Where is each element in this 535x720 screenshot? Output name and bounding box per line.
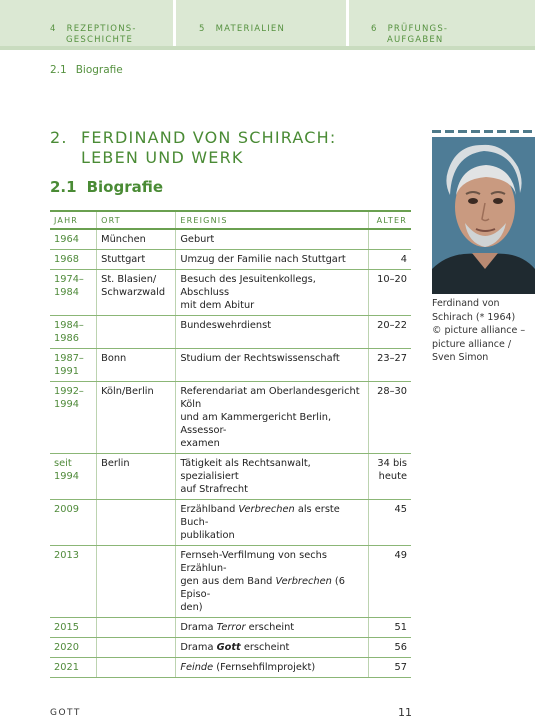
- header-age: ALTER: [368, 211, 411, 229]
- table-row: [50, 229, 411, 250]
- cell-year: 2020: [50, 638, 97, 658]
- cell-age: 20–22: [368, 316, 411, 349]
- table-row: [50, 250, 411, 270]
- breadcrumb[interactable]: [50, 64, 123, 76]
- table-row: [50, 546, 411, 618]
- cell-year: 1964: [50, 229, 97, 250]
- cell-event: Bundeswehrdienst: [176, 316, 369, 349]
- cell-age: 57: [368, 658, 411, 678]
- tab-label: 4 REZEPTIONS- GESCHICHTE: [50, 24, 137, 45]
- cell-age: 56: [368, 638, 411, 658]
- cell-place: München: [97, 229, 176, 250]
- cell-age: 51: [368, 618, 411, 638]
- tab-materialien[interactable]: [176, 0, 346, 46]
- table-row: [50, 454, 411, 500]
- cell-year: 1968: [50, 250, 97, 270]
- breadcrumb-label: Biografie: [75, 64, 123, 76]
- cell-place: Köln/Berlin: [97, 382, 176, 454]
- cell-event: Drama Terror erscheint: [176, 618, 369, 638]
- cell-event: Tätigkeit als Rechtsanwalt, spezialisiert auf Strafrecht: [176, 454, 369, 500]
- cell-year: 2013: [50, 546, 97, 618]
- cell-age: [368, 229, 411, 250]
- cell-year: 2021: [50, 658, 97, 678]
- cell-year: 1974– 1984: [50, 270, 97, 316]
- cell-place: Bonn: [97, 349, 176, 382]
- cell-age: 34 bis heute: [368, 454, 411, 500]
- table-body: [50, 229, 411, 678]
- tab-label: 6 PRÜFUNGS- AUFGABEN: [371, 24, 449, 45]
- cell-place: [97, 316, 176, 349]
- cell-event: Umzug der Familie nach Stuttgart: [176, 250, 369, 270]
- table-row: [50, 270, 411, 316]
- cell-year: 1992– 1994: [50, 382, 97, 454]
- cell-event: Studium der Rechtswissenschaft: [176, 349, 369, 382]
- cell-event: Drama Gott erscheint: [176, 638, 369, 658]
- cell-event: Referendariat am Oberlandesgericht Köln und am Kammergericht Berlin, Assessor- examen: [176, 382, 369, 454]
- cell-place: Stuttgart: [97, 250, 176, 270]
- chapter-number: 2.: [50, 128, 68, 147]
- cell-event: Fernseh-Verfilmung von sechs Erzählun- gen aus dem Band Verbrechen (6 Episo- den): [176, 546, 369, 618]
- cell-year: 1987– 1991: [50, 349, 97, 382]
- cell-place: [97, 618, 176, 638]
- cell-place: [97, 500, 176, 546]
- cell-age: 10–20: [368, 270, 411, 316]
- tab-pruefungsaufgaben[interactable]: [349, 0, 535, 46]
- cell-year: seit 1994: [50, 454, 97, 500]
- chapter-title: FERDINAND VON SCHIRACH: LEBEN UND WERK: [81, 128, 337, 167]
- cell-age: 49: [368, 546, 411, 618]
- table-row: [50, 618, 411, 638]
- cell-place: St. Blasien/ Schwarzwald: [97, 270, 176, 316]
- chapter-nav: [0, 0, 535, 50]
- breadcrumb-number: 2.1: [50, 64, 67, 76]
- table-row: [50, 638, 411, 658]
- cell-place: [97, 638, 176, 658]
- cell-year: 1984– 1986: [50, 316, 97, 349]
- cell-event: Feinde (Fernsehfilmprojekt): [176, 658, 369, 678]
- biography-table: [50, 210, 411, 678]
- tab-rezeptionsgeschichte[interactable]: [0, 0, 173, 46]
- cell-age: 28–30: [368, 382, 411, 454]
- portrait-image: [432, 137, 535, 294]
- footer-book-title: GOTT: [50, 708, 81, 718]
- cell-place: [97, 546, 176, 618]
- table-row: [50, 658, 411, 678]
- tab-label: 5 MATERIALIEN: [199, 24, 286, 34]
- section-number: 2.1: [50, 178, 77, 196]
- section-title: Biografie: [86, 178, 164, 196]
- cell-event: Geburt: [176, 229, 369, 250]
- nav-divider: [0, 46, 535, 50]
- cell-age: 23–27: [368, 349, 411, 382]
- author-photo: [432, 137, 535, 294]
- cell-event: Besuch des Jesuitenkollegs, Abschluss mit dem Abitur: [176, 270, 369, 316]
- header-year: JAHR: [50, 211, 97, 229]
- table-row: [50, 349, 411, 382]
- cell-age: 4: [368, 250, 411, 270]
- table-header-row: [50, 211, 411, 229]
- header-event: EREIGNIS: [176, 211, 369, 229]
- cell-year: 2015: [50, 618, 97, 638]
- section-heading: [50, 178, 163, 196]
- cell-event: Erzählband Verbrechen als erste Buch- publikation: [176, 500, 369, 546]
- table-row: [50, 316, 411, 349]
- table-row: [50, 382, 411, 454]
- page-number: 11: [398, 706, 412, 719]
- photo-caption: Ferdinand von Schirach (* 1964) © picture alliance – picture alliance / Sven Simon: [432, 298, 526, 363]
- sidebar-divider: [432, 130, 535, 133]
- table-row: [50, 500, 411, 546]
- cell-age: 45: [368, 500, 411, 546]
- cell-year: 2009: [50, 500, 97, 546]
- header-place: ORT: [97, 211, 176, 229]
- cell-place: [97, 658, 176, 678]
- cell-place: Berlin: [97, 454, 176, 500]
